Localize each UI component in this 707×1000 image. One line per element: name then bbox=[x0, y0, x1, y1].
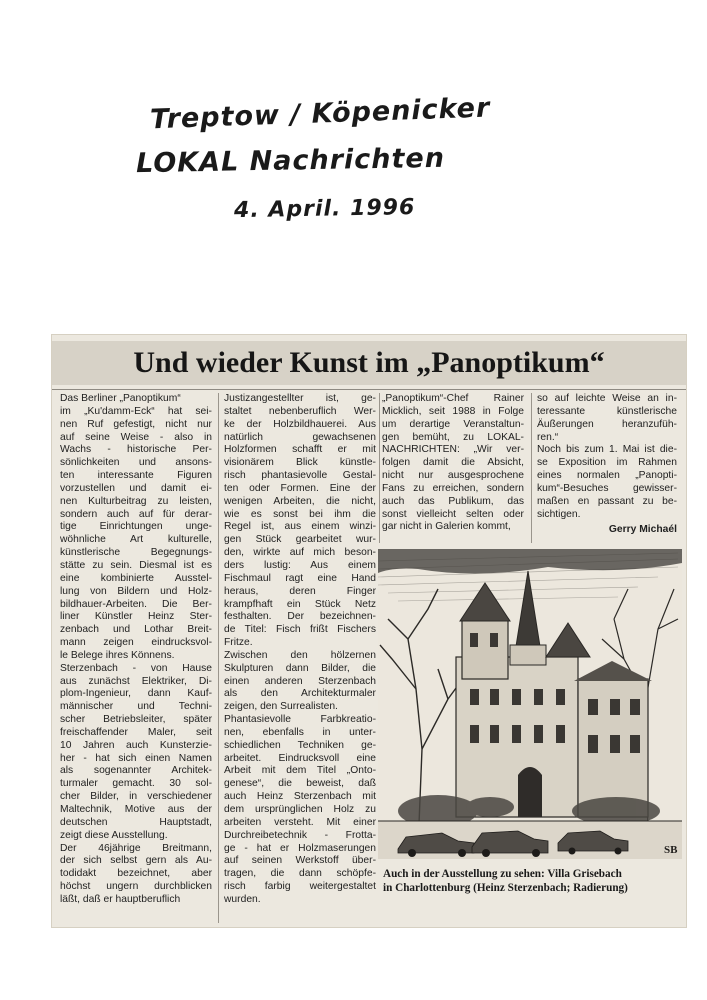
article-text-line: sönlichkeiten und ansons- bbox=[60, 457, 212, 469]
article-text-line: schiedlichen Techniken ge- bbox=[224, 739, 376, 751]
article-text-line: männischer und Techni- bbox=[60, 701, 212, 713]
article-text-line: einen anderen Sterzenbach bbox=[224, 675, 376, 687]
article-text-line: künstlerische Begegnungs- bbox=[60, 547, 212, 559]
newspaper-clipping bbox=[52, 335, 686, 927]
article-text-line: de Titel: Fisch frißt Fischers bbox=[224, 624, 376, 636]
article-text-line: gen bemüht, zu LOKAL- bbox=[382, 431, 524, 443]
article-text-line: gar nicht in Galerien kommt, bbox=[382, 521, 511, 533]
article-text-line: Fischmaul ragt eine Hand bbox=[224, 572, 376, 584]
article-text-line: zeigen, den Surrealisten. bbox=[224, 701, 338, 713]
article-text-line: Justizangestellter ist, ge- bbox=[224, 393, 376, 404]
column-divider bbox=[218, 393, 219, 923]
article-text-line: Skulpturen dann Bilder, die bbox=[224, 662, 376, 674]
villa-grisebach-etching bbox=[378, 549, 682, 859]
article-text-line: Arbeit mit dem Titel „Onto- bbox=[224, 765, 376, 777]
article-text-line: auf seine Weise - also in bbox=[60, 431, 212, 443]
article-column-2 bbox=[224, 393, 376, 907]
article-text-line: kum“-Besuches gewisser- bbox=[537, 482, 677, 494]
article-text-line: Zwischen den hölzernen bbox=[224, 649, 376, 661]
article-text-line: Wachs - historische Per- bbox=[60, 444, 212, 456]
article-text-line: bildhauer-Arbeiten. Die Ber- bbox=[60, 598, 212, 610]
article-text-line: genese“, die beweist, daß bbox=[224, 778, 376, 790]
article-text-line: nen Kulturbeitrag zu leisten, bbox=[60, 495, 212, 507]
article-text-line: wurden. bbox=[224, 893, 261, 905]
article-text-line: visionärem Blick künstle- bbox=[224, 457, 376, 469]
article-text-line: mann zeigen eindrucksvol- bbox=[60, 637, 212, 649]
article-text-line: auch Heinz Sterzenbach mit bbox=[224, 791, 376, 803]
article-text-line: nen Ruf gefestigt, nicht nur bbox=[60, 418, 212, 430]
article-text-line: auch das Publikum, das bbox=[382, 495, 524, 507]
article-text-line: Fritze. bbox=[224, 637, 253, 649]
article-text-line: wie es sonst bei ihm die bbox=[224, 508, 376, 520]
article-text-line: so auf leichte Weise an in- bbox=[537, 393, 677, 404]
article-column-1 bbox=[60, 393, 212, 907]
article-text-line: Noch bis zum 1. Mai ist die- bbox=[537, 444, 677, 456]
caption-line: in Charlottenburg (Heinz Sterzenbach; Radierung) bbox=[383, 882, 628, 894]
article-text-line: Regel ist, aus einem winzi- bbox=[224, 521, 376, 533]
article-text-line: auf seinen Werkstoff über- bbox=[224, 855, 376, 867]
article-text-line: stätte zu sein. Diesmal ist es bbox=[60, 559, 212, 571]
article-text-line: cher Bilder, in verschiedener bbox=[60, 791, 212, 803]
article-text-line: freischaffender Maler, seit bbox=[60, 726, 212, 738]
article-text-line: zeigt diese Ausstellung. bbox=[60, 829, 168, 841]
article-text-line: der sich selbst gern als Au- bbox=[60, 855, 212, 867]
article-text-line: Maltechnik, Motive aus der bbox=[60, 804, 212, 815]
article-text-line: lung von Bildern und Holz- bbox=[60, 585, 212, 597]
article-text-line: Der 46jährige Breitmann, bbox=[60, 842, 212, 854]
article-text-line: ders lustig: Aus einem bbox=[224, 559, 376, 571]
article-text-line: im „Ku'damm-Eck“ hat sei- bbox=[60, 405, 212, 417]
article-column-4 bbox=[537, 393, 677, 537]
column-divider bbox=[531, 393, 532, 543]
article-text-line: höchst ungern durchblicken bbox=[60, 881, 212, 893]
article-text-line: dem ursprünglichen Holz zu bbox=[224, 804, 376, 815]
article-text-line: um derartige Veranstaltun- bbox=[382, 418, 524, 430]
article-text-line: krampfhaft ein Stück Netz bbox=[224, 598, 376, 610]
article-text-line: folgen damit die Absicht, bbox=[382, 457, 524, 469]
article-text-line: vorzustellen und damit ei- bbox=[60, 482, 212, 494]
article-text-line: se Exposition im Rahmen bbox=[537, 457, 677, 469]
image-caption bbox=[383, 867, 683, 895]
headline-rule bbox=[52, 389, 686, 390]
article-text-line: risch phantasievolle Gestal- bbox=[224, 470, 376, 482]
etching-monogram: SB bbox=[664, 844, 678, 856]
article-text-line: Äußerungen heranzufüh- bbox=[537, 418, 677, 430]
handwritten-note-date: 4. April. 1996 bbox=[233, 195, 416, 224]
article-text-line: turmaler gemacht. 30 sol- bbox=[60, 778, 212, 790]
article-text-line: gen Stück gearbeitet wur- bbox=[224, 534, 376, 546]
caption-line: Auch in der Ausstellung zu sehen: Villa Grisebach bbox=[383, 868, 622, 880]
article-text-line: tige Einrichtungen unge- bbox=[60, 521, 212, 533]
article-text-line: plom-Ingenieur, dann Kauf- bbox=[60, 688, 212, 700]
article-text-line: ge - hat er Holzmaserungen bbox=[224, 842, 376, 854]
article-text-line: arbeitet. Eindrucksvoll eine bbox=[224, 752, 376, 764]
article-column-3 bbox=[382, 393, 524, 534]
article-text-line: risch farbig weitergestaltet bbox=[224, 881, 376, 893]
article-text-line: aus zunächst Elektriker, Di- bbox=[60, 675, 212, 687]
article-text-line: den, wirkte auf mich beson- bbox=[224, 547, 376, 559]
article-text-line: heraus, deren Finger bbox=[224, 585, 376, 597]
handwritten-note-line2: LOKAL Nachrichten bbox=[135, 142, 446, 180]
article-text-line: deutschen Hauptstadt, bbox=[60, 816, 212, 828]
handwritten-note-line1: Treptow / Köpenicker bbox=[149, 92, 491, 136]
article-text-line: teressante künstlerische bbox=[537, 405, 677, 417]
article-text-line: ten interessante Figuren bbox=[60, 470, 212, 482]
article-text-line: Phantasievolle Farbkreatio- bbox=[224, 714, 376, 726]
article-text-line: wöhnliche Art kulturelle, bbox=[60, 534, 212, 546]
article-text-line: sonst vielleicht selten oder bbox=[382, 508, 524, 520]
article-text-line: eine kombinierte Ausstel- bbox=[60, 572, 212, 584]
article-text-line: Fans zu erreichen, sondern bbox=[382, 482, 524, 494]
article-text-line: als den Architekturmaler bbox=[224, 688, 376, 700]
article-text-line: Sterzenbach - von Hause bbox=[60, 662, 212, 674]
article-text-line: nen, ebenfalls in unter- bbox=[224, 726, 376, 738]
article-text-line: ke der Holzbildhauerei. Aus bbox=[224, 418, 376, 430]
article-text-line: Micklich, seit 1988 in Folge bbox=[382, 405, 524, 417]
article-text-line: le Belege ihres Könnens. bbox=[60, 649, 175, 661]
article-text-line: Holzformen schafft er mit bbox=[224, 444, 376, 456]
article-text-line: staltet nebenberuflich Wer- bbox=[224, 405, 376, 417]
article-text-line: sichtigen. bbox=[537, 508, 581, 520]
article-text-line: natürlich gewachsenen bbox=[224, 431, 376, 443]
article-text-line: als sogenannter Architek- bbox=[60, 765, 212, 777]
article-text-line: todidakt bezeichnet, aber bbox=[60, 868, 212, 880]
article-text-line: zenbach und Lothar Breit- bbox=[60, 624, 212, 636]
article-text-line: arbeiten versteht. Mit einer bbox=[224, 816, 376, 828]
article-text-line: „Panoptikum“-Chef Rainer bbox=[382, 393, 524, 404]
article-text-line: Das Berliner „Panoptikum“ bbox=[60, 393, 181, 404]
article-text-line: 10 Jahren auch Kunsterzie- bbox=[60, 739, 212, 751]
article-text-line: her - hat sich einen Namen bbox=[60, 752, 212, 764]
article-text-line: sondern auch auf für derar- bbox=[60, 508, 212, 520]
article-text-line: NACHRICHTEN: „Wir ver- bbox=[382, 444, 524, 456]
article-text-line: festhalten. Der bezeichnen- bbox=[224, 611, 376, 623]
article-text-line: maßen en passant zu be- bbox=[537, 495, 677, 507]
article-headline: Und wieder Kunst im „Panoptikum“ bbox=[52, 341, 686, 385]
article-text-line: ren.“ bbox=[537, 431, 559, 443]
article-text-line: ten oder Formen. Eine der bbox=[224, 482, 376, 494]
article-text-line: eines normalen „Panopti- bbox=[537, 470, 677, 482]
article-text-line: wenigen Arbeiten, die nicht, bbox=[224, 495, 376, 507]
article-text-line: scher Betriebsleiter, später bbox=[60, 714, 212, 726]
column-divider bbox=[379, 393, 380, 543]
article-text-line: liner Künstler Heinz Ster- bbox=[60, 611, 212, 623]
author-byline: Gerry Michaél bbox=[608, 524, 677, 536]
article-text-line: läßt, daß er hauptberuflich bbox=[60, 893, 181, 905]
article-text-line: Durchreibetechnik - Frotta- bbox=[224, 829, 376, 841]
article-text-line: nicht nur ausgesprochene bbox=[382, 470, 524, 482]
article-text-line: tragen, die dann schöpfe- bbox=[224, 868, 376, 880]
